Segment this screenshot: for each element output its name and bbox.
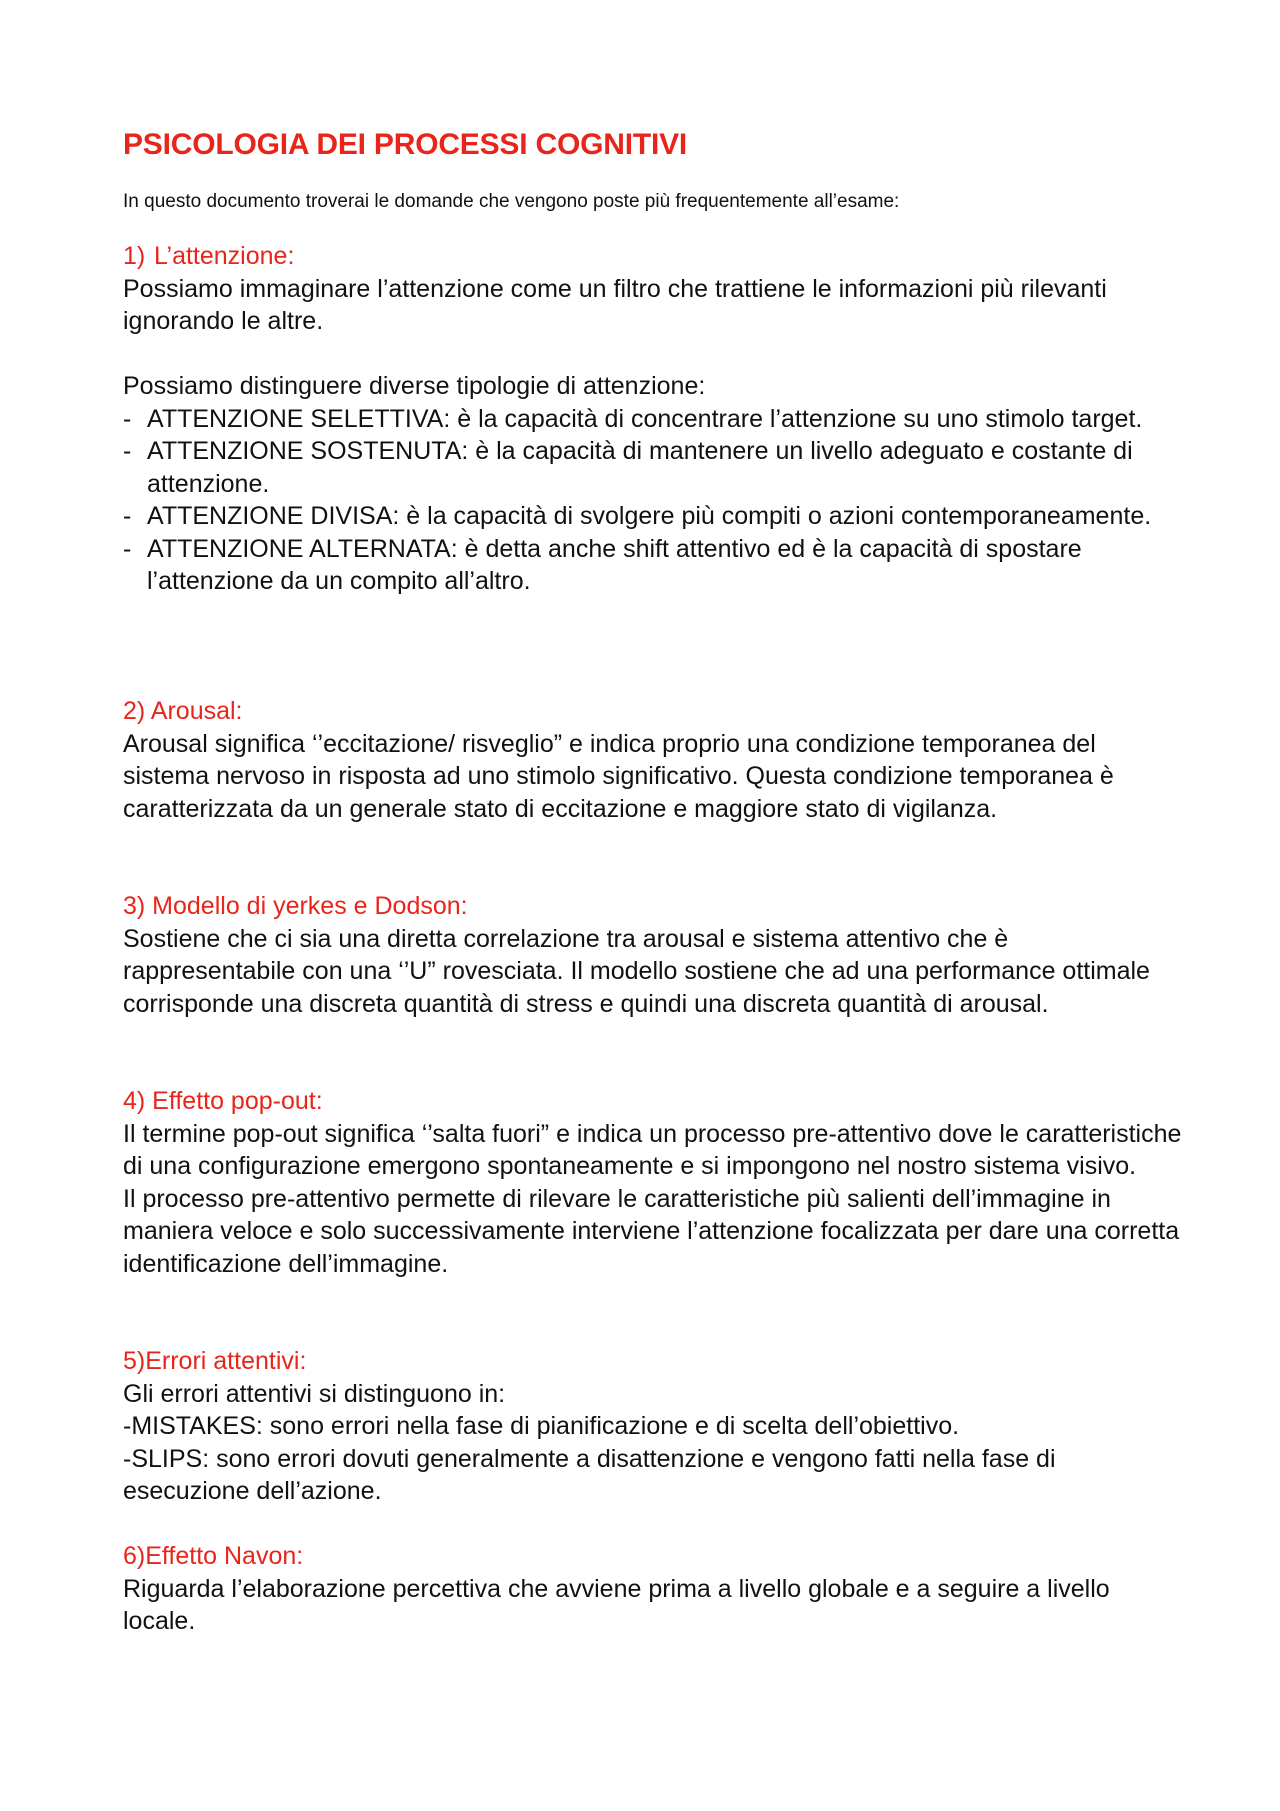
section-arousal	[123, 695, 1183, 825]
list-item: - ATTENZIONE DIVISA: è la capacità di svolgere più compiti o azioni contemporaneamente.	[123, 502, 1152, 530]
section-heading: 5)Errori attentivi:	[123, 1347, 307, 1375]
list-item: - ATTENZIONE SOSTENUTA: è la capacità di mantenere un livello adeguato e costante di attenzione.	[123, 437, 1133, 498]
section-text: Riguarda l’elaborazione percettiva che avviene prima a livello globale e a seguire a livello locale.	[123, 1574, 1110, 1635]
document-title: PSICOLOGIA DEI PROCESSI COGNITIVI	[123, 128, 688, 161]
section-heading: 3) Modello di yerkes e Dodson:	[123, 892, 468, 920]
document-intro: In questo documento troverai le domande che vengono poste più frequentemente all’esame:	[123, 191, 900, 212]
list-item: - ATTENZIONE SELETTIVA: è la capacità di concentrare l’attenzione su uno stimolo target.	[123, 404, 1143, 433]
section-text: Arousal significa ‘’eccitazione/ risveglio” e indica proprio una condizione temporanea del sistema nervoso in risposta ad uno stimolo significativo. Questa condizione temporanea è caratterizzata da un generale stato di eccitazione e maggiore stato di vigilanza.	[123, 729, 1114, 823]
section-pop-out	[123, 1085, 1183, 1280]
section-navon	[123, 1540, 1183, 1638]
section-errori-attentivi	[123, 1345, 1183, 1508]
list-intro: Possiamo distinguere diverse tipologie di attenzione:	[123, 372, 706, 400]
slips-text: -SLIPS: sono errori dovuti generalmente a disattenzione e vengono fatti nella fase di esecuzione dell’azione.	[123, 1444, 1056, 1505]
section-heading: 6)Effetto Navon:	[123, 1542, 304, 1570]
section-heading: 2) Arousal:	[123, 697, 243, 725]
attention-types-list	[123, 403, 1183, 598]
section-text: Il processo pre-attentivo permette di rilevare le caratteristiche più salienti dell’immagine in maniera veloce e solo successivamente interviene l’attenzione focalizzata per dare una corretta identificazione dell’immagine.	[123, 1184, 1180, 1278]
section-attenzione	[123, 240, 1183, 598]
list-item: - ATTENZIONE ALTERNATA: è detta anche shift attentivo ed è la capacità di spostare l’attenzione da un compito all’altro.	[123, 534, 1082, 595]
section-text: Il termine pop-out significa ‘’salta fuori” e indica un processo pre-attentivo dove le caratteristiche di una configurazione emergono spontaneamente e si impongono nel nostro sistema visivo.	[123, 1119, 1182, 1180]
section-heading: 4) Effetto pop-out:	[123, 1087, 323, 1115]
section-heading: 1) L’attenzione:	[123, 242, 295, 270]
section-text: Gli errori attentivi si distinguono in:	[123, 1379, 506, 1408]
mistakes-text: -MISTAKES: sono errori nella fase di pianificazione e di scelta dell’obiettivo.	[123, 1412, 960, 1440]
section-yerkes-dodson	[123, 890, 1183, 1020]
section-text: Sostiene che ci sia una diretta correlazione tra arousal e sistema attentivo che è rappresentabile con una ‘’U” rovesciata. Il modello sostiene che ad una performance ottimale corrisponde una discreta quantità di stress e quindi una discreta quantità di arousal.	[123, 924, 1150, 1018]
section-text: Possiamo immaginare l’attenzione come un filtro che trattiene le informazioni più rilevanti ignorando le altre.	[123, 274, 1107, 335]
